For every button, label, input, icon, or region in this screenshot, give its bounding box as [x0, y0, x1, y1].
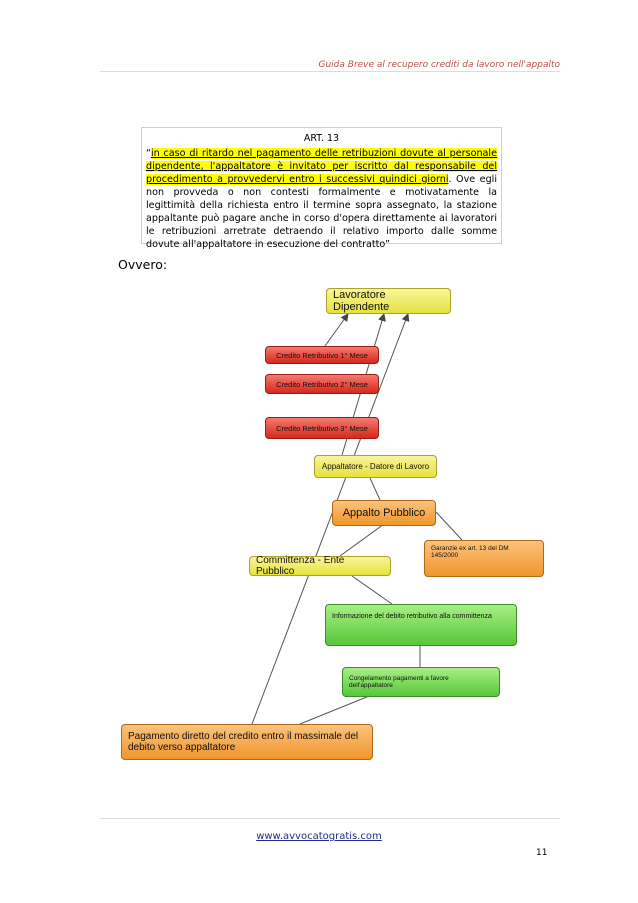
node-committenza: Committenza - Ente Pubblico [249, 556, 391, 576]
quote-open: “ [146, 148, 151, 159]
node-credito-2: Credito Retributivo 2° Mese [265, 374, 379, 394]
edge-committenza-informazione [352, 576, 392, 604]
article-highlight: in caso di ritardo nel pagamento delle retribuzioni dovute al personale dipendente, l'appaltatore è invitato per iscritto dal responsabile del procedimento a provvedervi entro i successivi quindici giorni [146, 148, 497, 185]
article-rest: . Ove egli non provveda o non contesti formalmente e motivatamente la legittimità della richiesta entro il termine sopra assegnato, la stazione appaltante può pagare anche in corso d'opera direttamente ai lavoratori le retribuzioni arretrate detraendo il relativo importo dalle somme dovute all'appaltatore in esecuzione del contratto” [146, 174, 497, 250]
article-title: ART. 13 [303, 133, 340, 144]
page-number: 11 [536, 848, 548, 858]
node-pagamento-diretto: Pagamento diretto del credito entro il massimale del debito verso appaltatore [121, 724, 373, 760]
footer-rule [100, 818, 560, 819]
ovvero-label: Ovvero: [118, 257, 168, 272]
node-appaltatore: Appaltatore - Datore di Lavoro [314, 455, 437, 478]
edge-appalto-committenza [340, 524, 384, 556]
edge-appalto-garanzie [436, 512, 462, 540]
node-informazione: Informazione del debito retributivo alla committenza [325, 604, 517, 646]
node-congelamento: Congelamento pagamenti a favore dell'appaltatore [342, 667, 500, 697]
node-credito-3: Credito Retributivo 3° Mese [265, 417, 379, 439]
node-garanzie: Garanzie ex art. 13 del DM 145/2000 [424, 540, 544, 577]
node-lavoratore-dipendente: Lavoratore Dipendente [326, 288, 451, 314]
footer-website-link[interactable]: www.avvocatogratis.com [256, 831, 382, 842]
running-header: Guida Breve al recupero crediti da lavoro nell'appalto [318, 60, 560, 70]
edge-credit-lavoratore [325, 314, 348, 346]
edge-appalto-appaltatore [370, 478, 380, 500]
node-appalto-pubblico: Appalto Pubblico [332, 500, 436, 526]
node-credito-1: Credito Retributivo 1° Mese [265, 346, 379, 364]
